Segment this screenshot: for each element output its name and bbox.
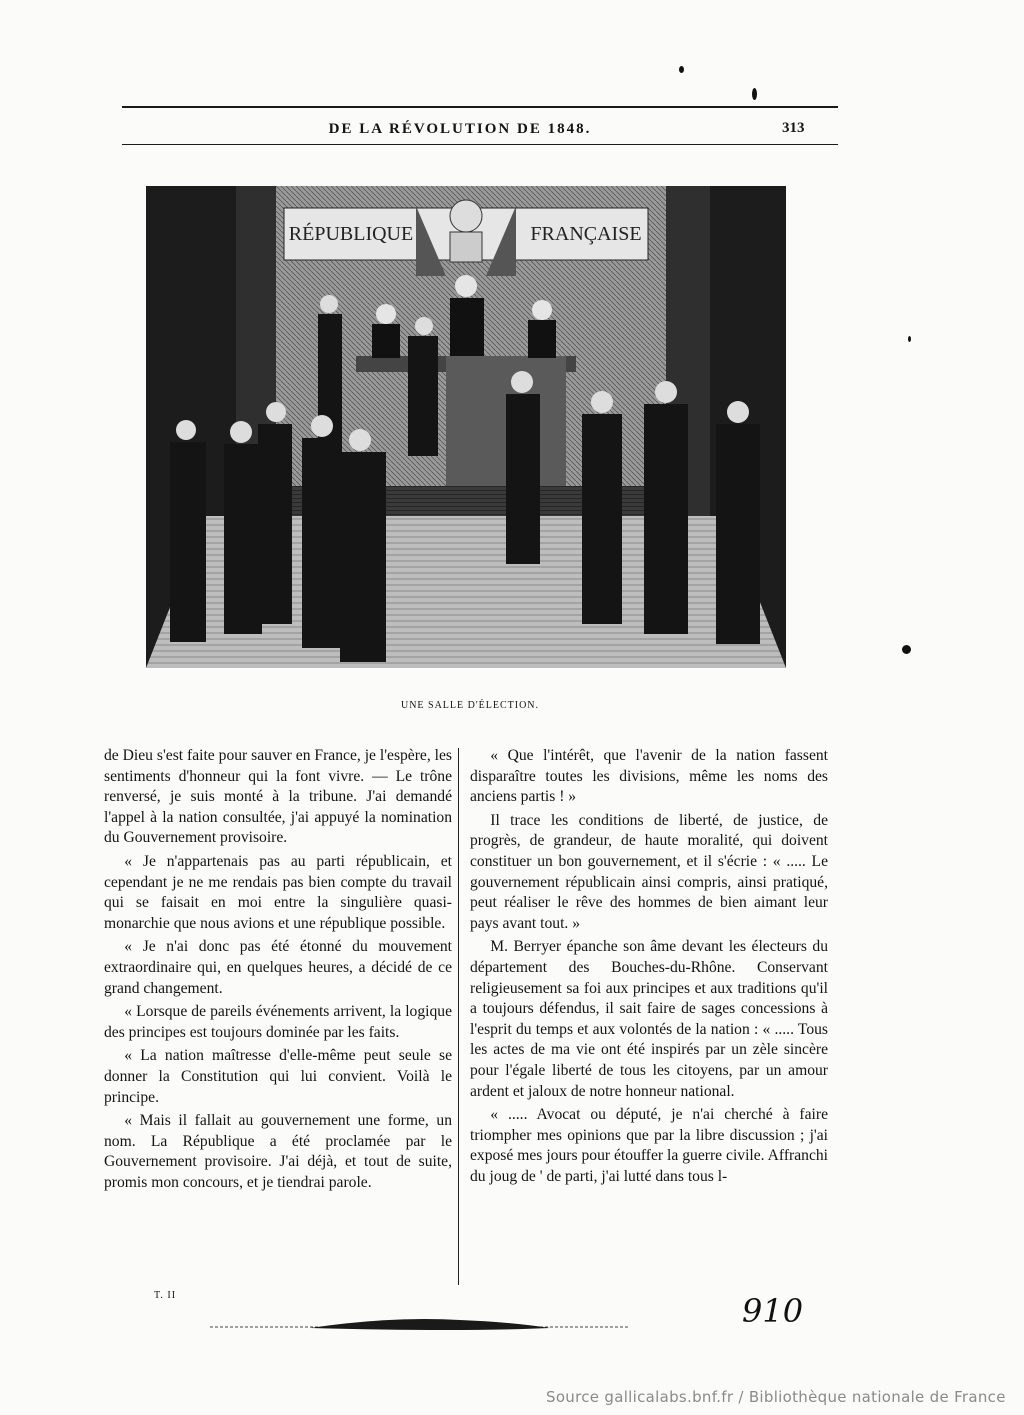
paragraph: M. Berryer épanche son âme devant les électeurs du département des Bouches-du-Rhône. Conservant religieusement sa foi aux principes et aux traditions qu'il a toujours défendus, il sait faire de sages concessions à l'esprit du temps et aux volontés de la nation : « ..... Tous les actes de ma vie ont été inspirés par un zèle sincère pour l'égale liberté de tous les citoyens, par un amour ardent et jaloux de notre honneur national. [470, 938, 828, 1100]
signature-mark: T. II [154, 1290, 177, 1301]
scan-speck [902, 645, 911, 654]
scan-speck [752, 88, 757, 100]
engraving-election-hall [146, 186, 786, 668]
scan-speck [679, 66, 684, 73]
left-text-column [104, 746, 452, 1196]
engraving-drawing [146, 186, 786, 668]
banner-text-left: RÉPUBLIQUE [288, 223, 414, 245]
right-text-column [470, 746, 828, 1190]
paragraph: « ..... Avocat ou député, je n'ai cherché à faire triompher mes opinions que par la libre discussion ; j'ai exposé mes jours pour étouffer la guerre civile. Affranchi du joug de ' de parti, j'ai lutté dans tous l- [470, 1106, 828, 1185]
paragraph: « Mais il fallait au gouvernement une forme, un nom. La République a été proclamée par le Gouvernement provisoire. J'ai déjà, et tout de suite, promis mon concours, et je tiendrai parole. [104, 1112, 452, 1191]
paragraph: de Dieu s'est faite pour sauver en France, je l'espère, les sentiments d'honneur qui la font vivre. — Le trône renversé, je suis monté à la tribune. J'ai demandé l'appel à la nation consultée, j'ai appuyé la nomination du Gouvernement provisoire. [104, 747, 452, 847]
paragraph: « La nation maîtresse d'elle-même peut seule se donner la Constitution qui lui convient. Voilà le principe. [104, 1047, 452, 1106]
source-credit: Source gallicalabs.bnf.fr / Bibliothèque nationale de France [546, 1388, 1006, 1406]
header-rule-top [122, 106, 838, 108]
running-header-title: DE LA RÉVOLUTION DE 1848. [328, 121, 592, 137]
tailpiece-ornament [210, 1310, 630, 1334]
paragraph: « Je n'appartenais pas au parti républicain, et cependant je ne me rendais pas bien compte du travail qui se faisait en moi entre la singulière quasi-monarchie que nous avions et une république possible. [104, 852, 452, 932]
handwritten-number-text: 910 [742, 1292, 804, 1330]
paragraph: Il trace les conditions de liberté, de justice, de progrès, de grandeur, de haute moralité, qui doivent constituer un bon gouvernement, et il s'écrie : « ..... Le gouvernement républicain ainsi compris, ainsi pratiqué, peut réaliser le rêve des hommes de bien aimant leur pays avant tout. » [470, 811, 828, 932]
paragraph: « Lorsque de pareils événements arrivent, la logique des principes est toujours dominée par les faits. [104, 1003, 452, 1041]
illustration-caption: UNE SALLE D'ÉLECTION. [400, 700, 540, 711]
page-number: 313 [782, 120, 805, 136]
banner-text-right: FRANÇAISE [530, 223, 642, 245]
paragraph: « Que l'intérêt, que l'avenir de la nation fassent disparaître toutes les divisions, même les noms des anciens partis ! » [470, 747, 828, 806]
column-divider [458, 748, 459, 1285]
header-rule-bottom [122, 144, 838, 145]
paragraph: « Je n'ai donc pas été étonné du mouvement extraordinaire qui, en quelques heures, a décidé de ce grand changement. [104, 938, 452, 997]
scan-speck [908, 336, 911, 342]
handwritten-folio-number [738, 1288, 808, 1330]
